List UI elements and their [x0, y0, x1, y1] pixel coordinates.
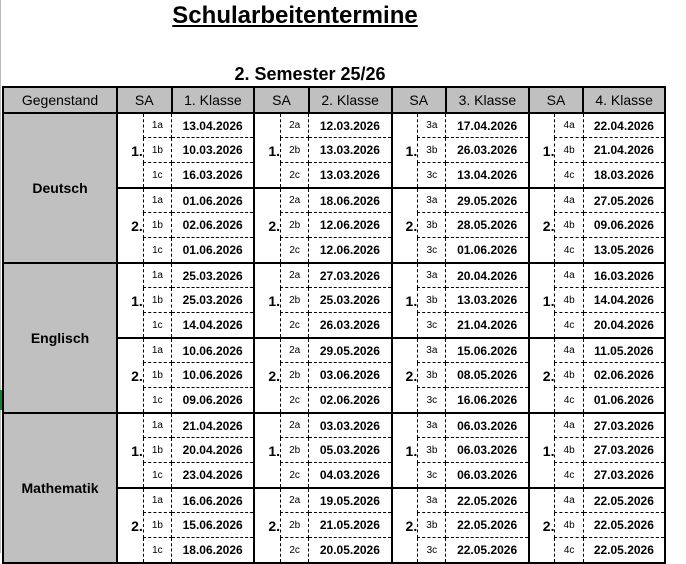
class-label: 4b — [555, 138, 583, 163]
sa-number: 1. — [117, 263, 143, 338]
exam-date: 16.03.2026 — [583, 263, 665, 288]
header-sa: SA — [254, 87, 308, 113]
class-label: 1c — [143, 163, 171, 189]
exam-date: 22.04.2026 — [583, 113, 665, 138]
class-label: 2a — [281, 263, 309, 288]
class-label: 2a — [281, 113, 309, 138]
sa-number: 2. — [529, 338, 555, 413]
exam-date: 02.06.2026 — [309, 388, 392, 414]
exam-date: 27.03.2026 — [583, 438, 665, 463]
class-label: 4a — [555, 188, 583, 213]
class-label: 1c — [143, 388, 171, 414]
class-label: 1a — [143, 488, 171, 513]
exam-date: 21.04.2026 — [446, 313, 529, 339]
exam-date: 10.06.2026 — [172, 338, 255, 363]
exam-date: 09.06.2026 — [172, 388, 255, 414]
subject-label: Mathematik — [3, 413, 117, 563]
exam-date: 16.06.2026 — [172, 488, 255, 513]
header-row — [3, 87, 665, 113]
class-label: 3a — [418, 188, 446, 213]
sa-number: 2. — [529, 188, 555, 263]
exam-date: 10.03.2026 — [172, 138, 255, 163]
exam-date: 18.06.2026 — [172, 538, 255, 564]
exam-date: 01.06.2026 — [446, 238, 529, 264]
exam-date: 21.04.2026 — [172, 413, 255, 438]
class-label: 1b — [143, 438, 171, 463]
header-subject: Gegenstand — [3, 87, 117, 113]
exam-date: 14.04.2026 — [172, 313, 255, 339]
page-title: Schularbeitentermine — [172, 2, 418, 29]
exam-date: 05.03.2026 — [309, 438, 392, 463]
class-label: 4c — [555, 538, 583, 564]
exam-date: 16.03.2026 — [172, 163, 255, 189]
exam-date: 26.03.2026 — [309, 313, 392, 339]
semester-subtitle: 2. Semester 25/26 — [234, 64, 386, 84]
class-label: 1a — [143, 413, 171, 438]
exam-date: 25.03.2026 — [309, 288, 392, 313]
class-label: 3a — [418, 263, 446, 288]
class-label: 4a — [555, 263, 583, 288]
sa-number: 2. — [254, 338, 280, 413]
exam-date: 27.03.2026 — [583, 463, 665, 489]
class-label: 1c — [143, 238, 171, 264]
class-label: 2c — [281, 238, 309, 264]
class-label: 4c — [555, 463, 583, 489]
header-grade-4: 4. Klasse — [583, 87, 665, 113]
class-label: 4a — [555, 488, 583, 513]
exam-date: 27.03.2026 — [583, 413, 665, 438]
exam-date: 22.05.2026 — [446, 488, 529, 513]
exam-date: 13.04.2026 — [172, 113, 255, 138]
exam-date: 15.06.2026 — [172, 513, 255, 538]
class-label: 4c — [555, 388, 583, 414]
class-label: 3c — [418, 538, 446, 564]
class-label: 4a — [555, 338, 583, 363]
class-label: 2c — [281, 313, 309, 339]
exam-date: 02.06.2026 — [583, 363, 665, 388]
class-label: 3b — [418, 363, 446, 388]
class-label: 4c — [555, 238, 583, 264]
class-label: 3b — [418, 138, 446, 163]
class-label: 3c — [418, 238, 446, 264]
class-label: 3c — [418, 163, 446, 189]
exam-date: 02.06.2026 — [172, 213, 255, 238]
exam-date: 12.06.2026 — [309, 213, 392, 238]
class-label: 4b — [555, 213, 583, 238]
sa-number: 1. — [392, 413, 418, 488]
class-label: 3a — [418, 113, 446, 138]
header-grade-1: 1. Klasse — [172, 87, 255, 113]
exam-date: 25.03.2026 — [172, 263, 255, 288]
sa-number: 1. — [254, 113, 280, 188]
table-row — [3, 113, 665, 138]
class-label: 1c — [143, 463, 171, 489]
exam-date: 20.04.2026 — [172, 438, 255, 463]
exam-date: 23.04.2026 — [172, 463, 255, 489]
exam-date: 20.05.2026 — [309, 538, 392, 564]
class-label: 4c — [555, 313, 583, 339]
exam-date: 25.03.2026 — [172, 288, 255, 313]
exam-date: 20.04.2026 — [446, 263, 529, 288]
exam-date: 18.03.2026 — [583, 163, 665, 189]
exam-date: 17.04.2026 — [446, 113, 529, 138]
sa-number: 1. — [117, 413, 143, 488]
class-label: 4b — [555, 363, 583, 388]
class-label: 3b — [418, 513, 446, 538]
exam-date: 21.04.2026 — [583, 138, 665, 163]
exam-date: 22.05.2026 — [583, 538, 665, 564]
class-label: 3b — [418, 213, 446, 238]
sa-number: 1. — [529, 413, 555, 488]
exam-date: 01.06.2026 — [172, 188, 255, 213]
exam-date: 29.05.2026 — [309, 338, 392, 363]
sa-number: 2. — [117, 188, 143, 263]
class-label: 2b — [281, 288, 309, 313]
exam-date: 13.05.2026 — [583, 238, 665, 264]
class-label: 1a — [143, 188, 171, 213]
exam-date: 15.06.2026 — [446, 338, 529, 363]
class-label: 4b — [555, 288, 583, 313]
class-label: 3b — [418, 288, 446, 313]
subject-label: Englisch — [3, 263, 117, 413]
exam-date: 08.05.2026 — [446, 363, 529, 388]
sa-number: 2. — [254, 488, 280, 563]
header-grade-3: 3. Klasse — [446, 87, 529, 113]
exam-date: 12.06.2026 — [309, 238, 392, 264]
exam-date: 14.04.2026 — [583, 288, 665, 313]
class-label: 4a — [555, 113, 583, 138]
class-label: 1a — [143, 263, 171, 288]
sa-number: 1. — [529, 113, 555, 188]
exam-date: 01.06.2026 — [583, 388, 665, 414]
class-label: 2a — [281, 188, 309, 213]
class-label: 2b — [281, 363, 309, 388]
class-label: 1b — [143, 213, 171, 238]
class-label: 2a — [281, 488, 309, 513]
exam-date: 06.03.2026 — [446, 413, 529, 438]
exam-date: 27.05.2026 — [583, 188, 665, 213]
sa-number: 2. — [117, 338, 143, 413]
sa-number: 1. — [254, 413, 280, 488]
class-label: 2a — [281, 413, 309, 438]
exam-date: 12.03.2026 — [309, 113, 392, 138]
exam-date: 22.05.2026 — [583, 513, 665, 538]
exam-date: 13.04.2026 — [446, 163, 529, 189]
exam-date: 06.03.2026 — [446, 438, 529, 463]
exam-date: 27.03.2026 — [309, 263, 392, 288]
sa-number: 1. — [529, 263, 555, 338]
class-label: 3a — [418, 413, 446, 438]
table-row — [3, 263, 665, 288]
class-label: 4b — [555, 438, 583, 463]
sa-number: 1. — [117, 113, 143, 188]
exam-date: 22.05.2026 — [446, 513, 529, 538]
header-sa: SA — [392, 87, 446, 113]
class-label: 1b — [143, 138, 171, 163]
class-label: 1b — [143, 513, 171, 538]
header-sa: SA — [529, 87, 583, 113]
schedule-body — [3, 113, 665, 563]
sa-number: 2. — [392, 338, 418, 413]
subject-label: Deutsch — [3, 113, 117, 263]
class-label: 2b — [281, 513, 309, 538]
class-label: 1b — [143, 363, 171, 388]
class-label: 2b — [281, 438, 309, 463]
sa-number: 1. — [392, 113, 418, 188]
exam-date: 13.03.2026 — [309, 163, 392, 189]
class-label: 1c — [143, 313, 171, 339]
header-grade-2: 2. Klasse — [309, 87, 392, 113]
class-label: 3c — [418, 313, 446, 339]
exam-date: 19.05.2026 — [309, 488, 392, 513]
sa-number: 1. — [392, 263, 418, 338]
class-label: 1a — [143, 113, 171, 138]
exam-date: 04.03.2026 — [309, 463, 392, 489]
class-label: 2b — [281, 213, 309, 238]
sa-number: 2. — [392, 188, 418, 263]
class-label: 3c — [418, 463, 446, 489]
class-label: 2a — [281, 338, 309, 363]
sa-number: 1. — [254, 263, 280, 338]
class-label: 4c — [555, 163, 583, 189]
class-label: 1c — [143, 538, 171, 564]
schedule-table — [2, 86, 666, 564]
class-label: 1b — [143, 288, 171, 313]
exam-date: 21.05.2026 — [309, 513, 392, 538]
sa-number: 2. — [254, 188, 280, 263]
header-sa: SA — [117, 87, 171, 113]
exam-date: 06.03.2026 — [446, 463, 529, 489]
sa-number: 2. — [117, 488, 143, 563]
class-label: 1a — [143, 338, 171, 363]
exam-date: 22.05.2026 — [583, 488, 665, 513]
sa-number: 2. — [529, 488, 555, 563]
exam-date: 09.06.2026 — [583, 213, 665, 238]
exam-date: 03.03.2026 — [309, 413, 392, 438]
class-label: 2c — [281, 463, 309, 489]
exam-date: 01.06.2026 — [172, 238, 255, 264]
class-label: 2b — [281, 138, 309, 163]
exam-date: 13.03.2026 — [309, 138, 392, 163]
exam-date: 13.03.2026 — [446, 288, 529, 313]
class-label: 2c — [281, 538, 309, 564]
exam-date: 20.04.2026 — [583, 313, 665, 339]
exam-date: 16.06.2026 — [446, 388, 529, 414]
class-label: 4b — [555, 513, 583, 538]
sa-number: 2. — [392, 488, 418, 563]
table-row — [3, 413, 665, 438]
class-label: 4a — [555, 413, 583, 438]
exam-date: 03.06.2026 — [309, 363, 392, 388]
class-label: 3a — [418, 488, 446, 513]
exam-date: 29.05.2026 — [446, 188, 529, 213]
class-label: 2c — [281, 163, 309, 189]
exam-date: 22.05.2026 — [446, 538, 529, 564]
class-label: 2c — [281, 388, 309, 414]
exam-date: 18.06.2026 — [309, 188, 392, 213]
class-label: 3b — [418, 438, 446, 463]
class-label: 3a — [418, 338, 446, 363]
exam-date: 28.05.2026 — [446, 213, 529, 238]
exam-date: 26.03.2026 — [446, 138, 529, 163]
exam-date: 11.05.2026 — [583, 338, 665, 363]
exam-date: 10.06.2026 — [172, 363, 255, 388]
class-label: 3c — [418, 388, 446, 414]
